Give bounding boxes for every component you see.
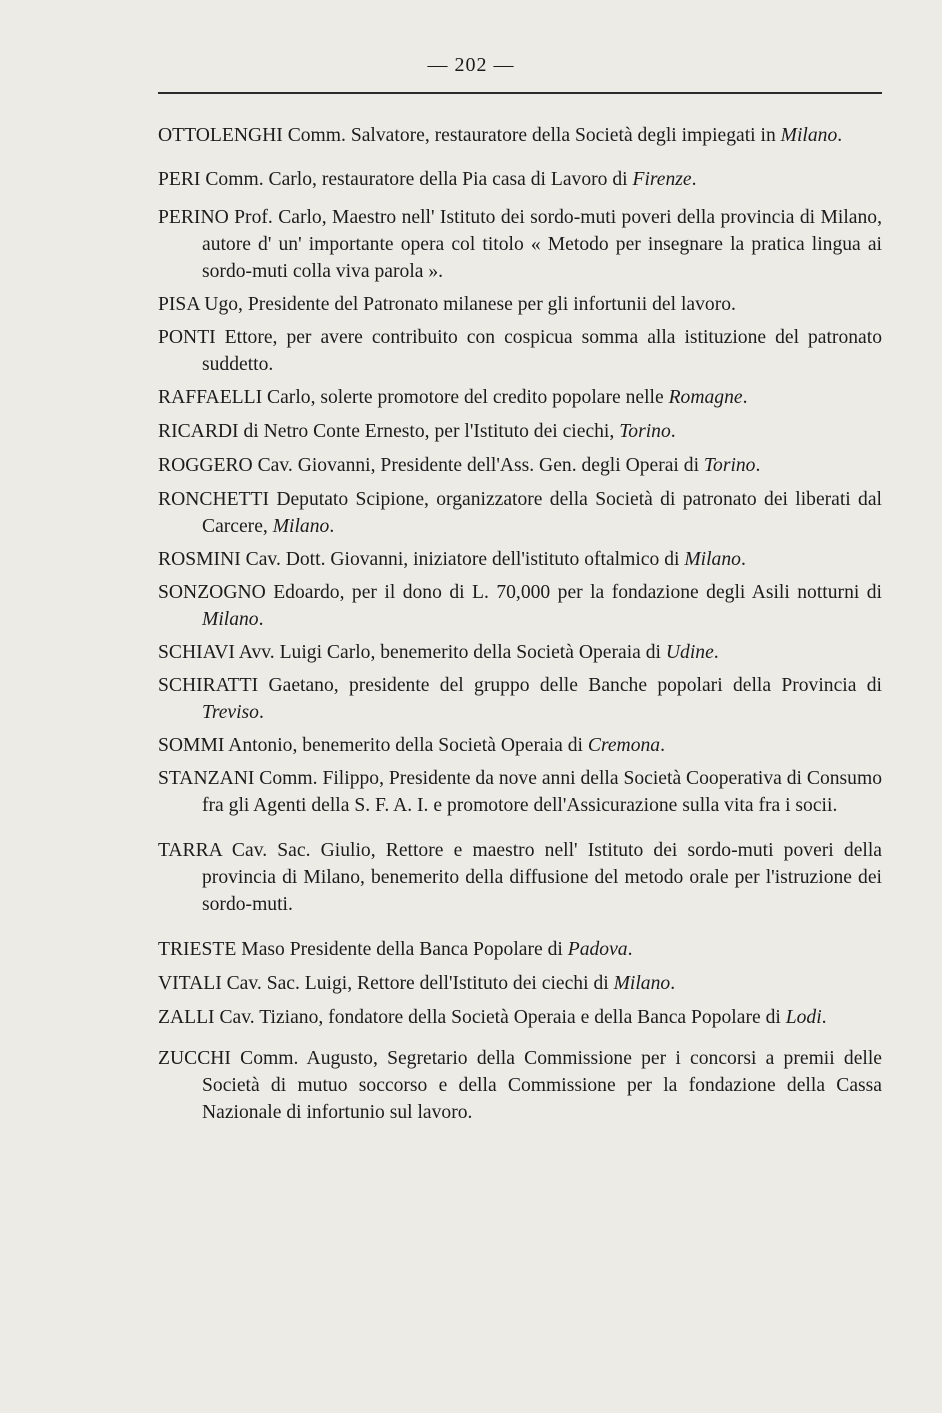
entry-place: Milano bbox=[272, 516, 330, 537]
entry bbox=[158, 204, 882, 285]
entry-name: RICARDI bbox=[158, 421, 239, 442]
entry-place: Cremona bbox=[587, 735, 661, 756]
entry-text: Ettore, per avere contribuito con cospicua somma alla istituzione del patronato suddetto. bbox=[202, 327, 882, 375]
entry-name: SCHIRATTI bbox=[158, 675, 259, 696]
entry-place: Torino bbox=[619, 421, 671, 442]
entry bbox=[158, 291, 882, 318]
entry-text: Cav. Sac. Giulio, Rettore e maestro nell' Istituto dei sordo-muti poveri della provincia di Milano, benemerito della diffusione del metodo orale per l'istruzione dei sordo-muti. bbox=[202, 840, 882, 915]
entry-name: TRIESTE bbox=[158, 939, 237, 960]
entry-text: Deputato Scipione, organizzatore della Società di patronato dei liberati dal Carcere, bbox=[202, 489, 882, 537]
entry-after: . bbox=[258, 702, 264, 723]
page-number: — 202 — bbox=[427, 54, 515, 76]
entry bbox=[158, 639, 882, 666]
entry-name: STANZANI bbox=[158, 768, 255, 789]
entry-after: . bbox=[660, 735, 666, 756]
entry-text: Avv. Luigi Carlo, benemerito della Società Operaia di bbox=[234, 642, 666, 663]
entry-text: Cav. Sac. Luigi, Rettore dell'Istituto dei ciechi di bbox=[221, 973, 614, 994]
entry-after: . bbox=[258, 609, 264, 630]
entry bbox=[158, 1004, 882, 1031]
entry-after: . bbox=[670, 973, 676, 994]
entry-name: TARRA bbox=[158, 840, 222, 861]
entry-text: Comm. Filippo, Presidente da nove anni della Società Cooperativa di Consumo fra gli Agenti della S. F. A. I. e promotore dell'Assicurazione sulla vita fra i socii. bbox=[202, 768, 882, 816]
entry-after: . bbox=[713, 642, 719, 663]
entry-place: Milano bbox=[202, 609, 259, 630]
entry-text: Gaetano, presidente del gruppo delle Banche popolari della Provincia di bbox=[258, 675, 882, 696]
entry-text: Antonio, benemerito della Società Operaia di bbox=[224, 735, 588, 756]
entry-place: Lodi bbox=[785, 1007, 822, 1028]
entry bbox=[158, 936, 882, 963]
entry-name: PERINO bbox=[158, 207, 229, 228]
entry-name: SONZOGNO bbox=[158, 582, 266, 603]
entry bbox=[158, 166, 882, 193]
entry-name: ZALLI bbox=[158, 1007, 215, 1028]
entry-text: Carlo, solerte promotore del credito popolare nelle bbox=[262, 387, 669, 408]
entry-list bbox=[158, 122, 882, 1126]
entry-after: . bbox=[755, 455, 761, 476]
entry bbox=[158, 452, 882, 479]
entry-name: PISA bbox=[158, 294, 200, 315]
entry-text: Ugo, Presidente del Patronato milanese per gli infortunii del lavoro. bbox=[199, 294, 736, 315]
entry-name: ZUCCHI bbox=[158, 1048, 231, 1069]
entry bbox=[158, 324, 882, 378]
entry-text: Cav. Dott. Giovanni, iniziatore dell'istituto oftalmico di bbox=[240, 549, 685, 570]
entry bbox=[158, 122, 882, 149]
entry bbox=[158, 546, 882, 573]
entry-text: Comm. Salvatore, restauratore della Società degli impiegati in bbox=[282, 125, 781, 146]
entry-text: di Netro Conte Ernesto, per l'Istituto dei ciechi, bbox=[238, 421, 620, 442]
entry-place: Milano bbox=[780, 125, 838, 146]
entry-after: . bbox=[691, 169, 697, 190]
entry-name: SCHIAVI bbox=[158, 642, 235, 663]
entry-text: Cav. Tiziano, fondatore della Società Operaia e della Banca Popolare di bbox=[214, 1007, 786, 1028]
entry-after: . bbox=[627, 939, 633, 960]
entry-name: ROGGERO bbox=[158, 455, 253, 476]
entry-name: RAFFAELLI bbox=[158, 387, 263, 408]
entry-place: Romagne bbox=[668, 387, 743, 408]
entry bbox=[158, 418, 882, 445]
entry-text: Prof. Carlo, Maestro nell' Istituto dei sordo-muti poveri della provincia di Milano, autore d' un' importante opera col titolo « Metodo per insegnare la pratica lingua ai sordo-muti colla viva parola ». bbox=[202, 207, 882, 282]
entry bbox=[158, 837, 882, 918]
entry bbox=[158, 579, 882, 633]
entry-after: . bbox=[821, 1007, 827, 1028]
entry-after: . bbox=[329, 516, 335, 537]
entry-place: Milano bbox=[613, 973, 671, 994]
entry-place: Firenze bbox=[632, 169, 692, 190]
entry bbox=[158, 384, 882, 411]
entry-text: Comm. Augusto, Segretario della Commissione per i concorsi a premii delle Società di mutuo soccorso e della Commissione per la fondazione della Cassa Nazionale di infortunio sul lavoro. bbox=[202, 1048, 882, 1123]
entry-after: . bbox=[670, 421, 676, 442]
entry-after: . bbox=[742, 387, 748, 408]
entry-text: Maso Presidente della Banca Popolare di bbox=[236, 939, 568, 960]
entry bbox=[158, 970, 882, 997]
entry-name: SOMMI bbox=[158, 735, 225, 756]
entry-place: Treviso bbox=[202, 702, 259, 723]
entry-name: ROSMINI bbox=[158, 549, 241, 570]
entry-place: Udine bbox=[665, 642, 714, 663]
entry-name: PONTI bbox=[158, 327, 216, 348]
entry bbox=[158, 765, 882, 819]
entry bbox=[158, 672, 882, 726]
entry-place: Milano bbox=[684, 549, 741, 570]
entry-name: OTTOLENGHI bbox=[158, 125, 283, 146]
entry bbox=[158, 486, 882, 540]
entry-place: Torino bbox=[703, 455, 756, 476]
entry-name: PERI bbox=[158, 169, 201, 190]
entry-place: Padova bbox=[567, 939, 628, 960]
entry-after: . bbox=[837, 125, 843, 146]
header-rule bbox=[158, 92, 882, 94]
entry bbox=[158, 732, 882, 759]
entry-name: VITALI bbox=[158, 973, 222, 994]
entry-text: Comm. Carlo, restauratore della Pia casa di Lavoro di bbox=[200, 169, 633, 190]
entry-name: RONCHETTI bbox=[158, 489, 270, 510]
entry-text: Cav. Giovanni, Presidente dell'Ass. Gen. degli Operai di bbox=[252, 455, 704, 476]
entry-text: Edoardo, per il dono di L. 70,000 per la fondazione degli Asili notturni di bbox=[265, 582, 882, 603]
entry bbox=[158, 1045, 882, 1126]
entry-after: . bbox=[740, 549, 746, 570]
